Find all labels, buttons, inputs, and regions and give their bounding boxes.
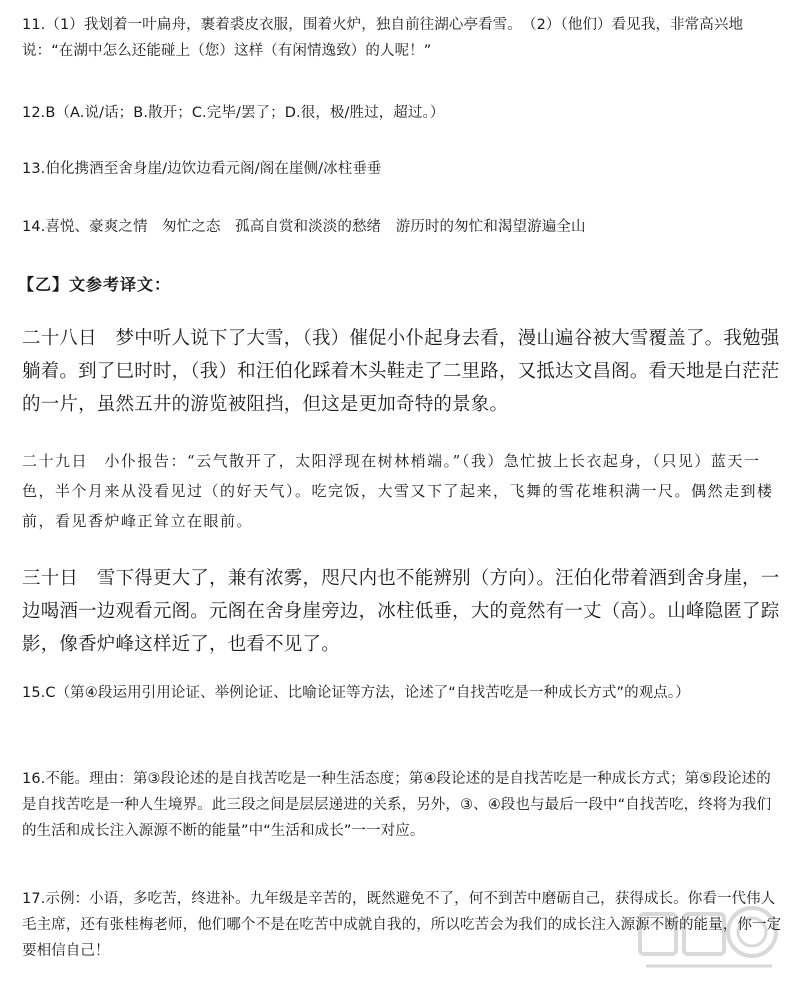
translation-heading: 【乙】文参考译文： <box>18 275 172 294</box>
answer-12: 12.B（A.说/话；B.散开；C.完毕/罢了；D.很，极/胜过，超过。） <box>22 105 445 121</box>
answer-14: 14.喜悦、豪爽之情 匆忙之态 孤高自赏和淡淡的愁绪 游历时的匆忙和渴望游遍全山 <box>22 219 586 235</box>
answer-17: 17.示例：小语，多吃苦，终进补。九年级是辛苦的，既然避免不了，何不到苦中磨砺自己，获得成长。你看一代伟人毛主席，还有张桂梅老师，他们哪个不是在吃苦中成就自我的，所以吃苦会为我们的成长注入源源不断的能量，你一定要相信自己！ <box>22 891 782 959</box>
translation-day-30: 三十日 雪下得更大了，兼有浓雾，咫尺内也不能辨别（方向）。汪伯化带着酒到舍身崖，一边喝酒一边观看元阁。元阁在舍身崖旁边，冰柱低垂，大的竟然有一丈（高）。山峰隐匿了踪影，像香炉峰这样近了，也看不见了。 <box>22 568 780 655</box>
answer-11: 11.（1）我划着一叶扁舟，裹着裘皮衣服，围着火炉，独自前往湖心亭看雪。 （2）（他们）看见我，非常高兴地说：“在湖中怎么还能碰上（您）这样（有闲情逸致）的人呢！” <box>22 17 744 59</box>
answer-16: 16.不能。理由：第③段论述的是自找苦吃是一种生活态度；第④段论述的是自找苦吃是一种成长方式；第⑤段论述的是自找苦吃是一种人生境界。此三段之间是层层递进的关系，另外，③、④段也与最后一段中“自找苦吃，终将为我们的生活和成长注入源源不断的能量”中“生活和成长”一一对应。 <box>22 771 772 839</box>
translation-day-28: 二十八日 梦中听人说下了大雪，（我）催促小仆起身去看，漫山遍谷被大雪覆盖了。我勉强躺着。到了巳时时，（我）和汪伯化踩着木头鞋走了二里路，又抵达文昌阁。看天地是白茫茫的一片，虽然五井的游览被阻挡，但这是更加奇特的景象。 <box>22 328 780 415</box>
answer-13: 13.伯化携酒至舍身崖/边饮边看元阁/阁在崖侧/冰柱垂垂 <box>22 161 382 177</box>
translation-day-29: 二十九日 小仆报告：“云气散开了，太阳浮现在树林梢端。”（我）急忙披上长衣起身，（只见）蓝天一色，半个月来从没看见过（的好天气）。吃完饭，大雪又下了起来，飞舞的雪花堆积满一尺。偶然走到楼前，看见香炉峰正耸立在眼前。 <box>22 452 774 530</box>
answer-15: 15.C（第④段运用引用论证、举例论证、比喻论证等方法，论述了“自找苦吃是一种成长方式”的观点。） <box>22 685 690 701</box>
